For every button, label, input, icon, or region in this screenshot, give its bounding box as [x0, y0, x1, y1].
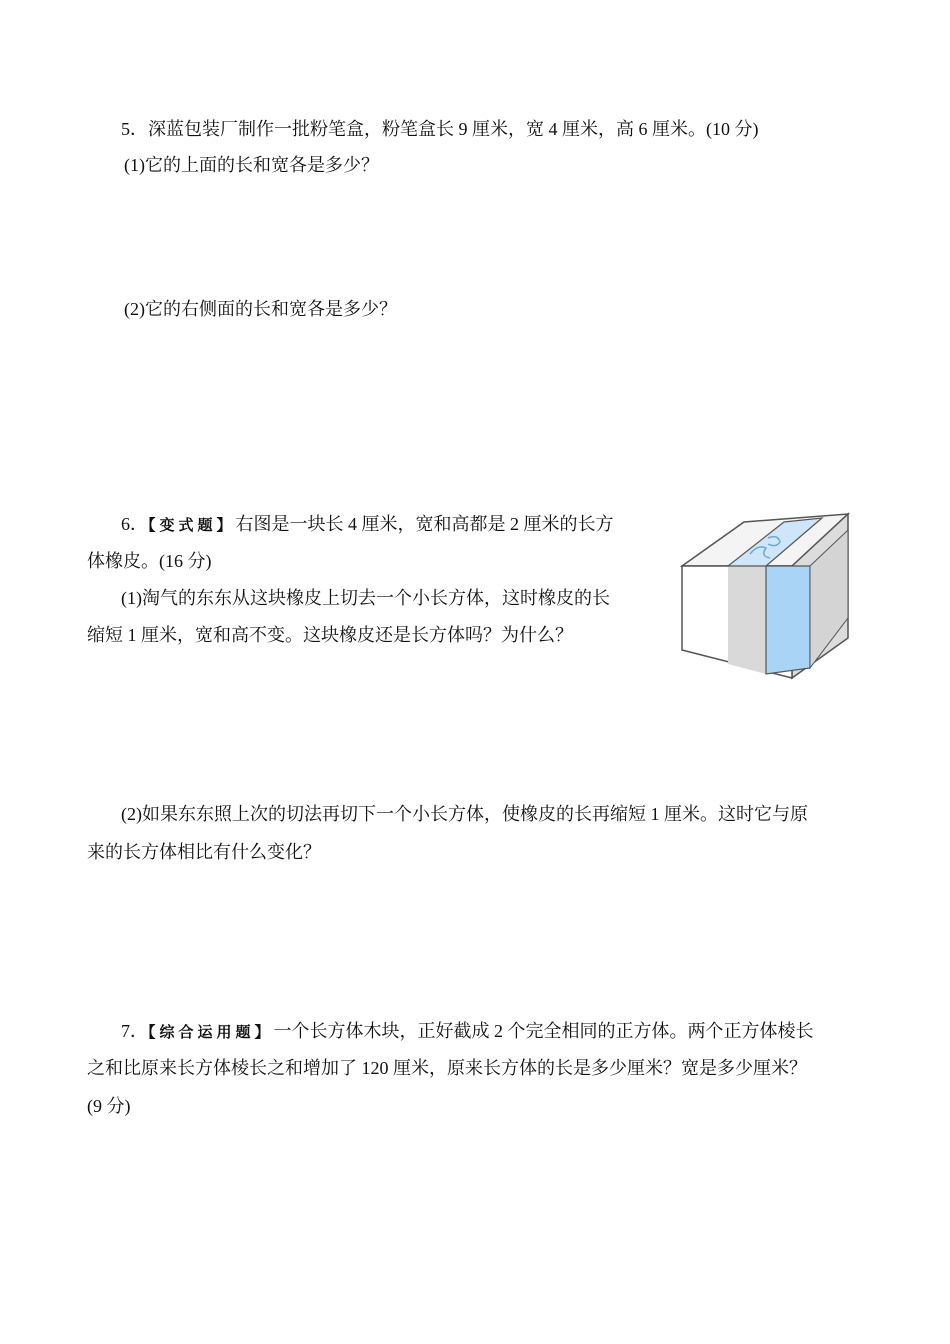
q5-stem: 5．深蓝包装厂制作一批粉笔盒，粉笔盒长 9 厘米，宽 4 厘米，高 6 厘米。(10 分)	[121, 119, 759, 139]
q6-stem-line1	[121, 512, 614, 538]
q6-part1-line1: (1)淘气的东东从这块橡皮上切去一个小长方体，这时橡皮的长	[121, 588, 610, 608]
q7-line2: 之和比原来长方体棱长之和增加了 120 厘米，原来长方体的长是多少厘米？宽是多少厘米？	[87, 1058, 807, 1078]
q6-tag: 【变式题】	[148, 518, 236, 534]
q6-part2-line2: 来的长方体相比有什么变化？	[87, 842, 321, 862]
q6-number: 6．	[121, 514, 148, 534]
q7-number: 7．	[121, 1021, 148, 1041]
q6-stem-line2: 体橡皮。(16 分)	[87, 551, 212, 571]
eraser-front-shade	[728, 566, 766, 674]
q7-line3: (9 分)	[87, 1096, 131, 1116]
eraser-band-front	[766, 566, 810, 674]
q7-line1	[121, 1019, 814, 1045]
eraser-icon	[672, 508, 852, 680]
q6-part1-line2: 缩短 1 厘米，宽和高不变。这块橡皮还是长方体吗？为什么？	[87, 625, 573, 645]
q6-part2-line1: (2)如果东东照上次的切法再切下一个小长方体，使橡皮的长再缩短 1 厘米。这时它与原	[121, 804, 808, 824]
q5-part2: (2)它的右侧面的长和宽各是多少？	[124, 299, 397, 319]
q6-stem-rest: 右图是一块长 4 厘米，宽和高都是 2 厘米的长方	[235, 514, 614, 534]
q7-line1-rest: 一个长方体木块，正好截成 2 个完全相同的正方体。两个正方体棱长	[273, 1021, 814, 1041]
q5-part1: (1)它的上面的长和宽各是多少？	[124, 155, 379, 175]
q7-tag: 【综合运用题】	[148, 1025, 274, 1041]
